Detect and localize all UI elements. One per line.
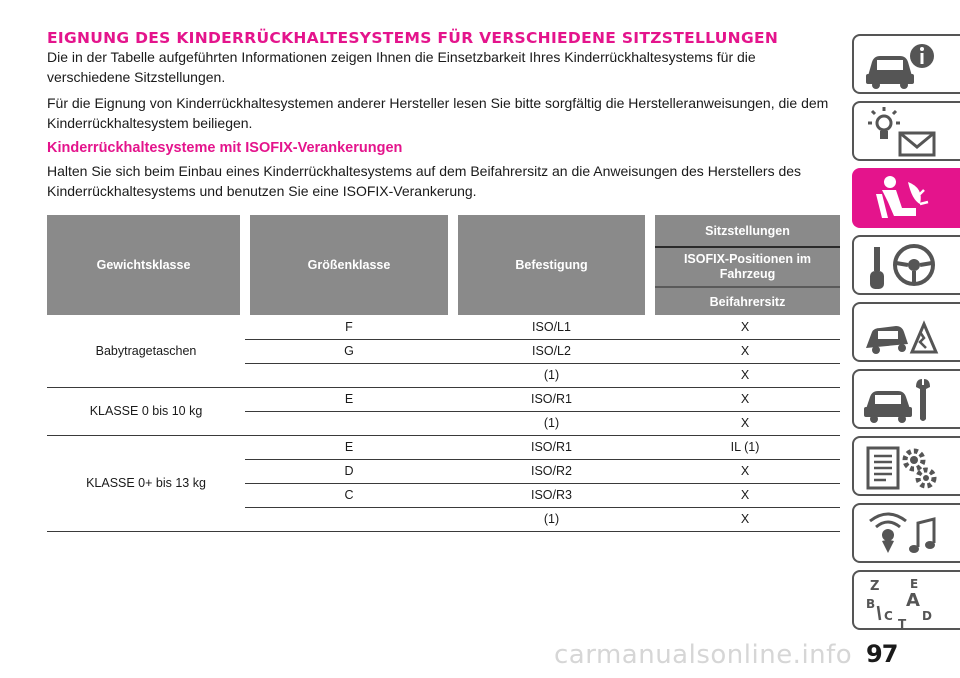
mounting-cell: (1): [453, 411, 650, 435]
header-seat-positions: Sitzstellungen: [650, 215, 840, 247]
index-letter: Z: [870, 579, 880, 594]
passenger-seat-cell: X: [650, 459, 840, 483]
chapter-tab-technical-data[interactable]: [852, 436, 960, 496]
index-letter: D: [922, 609, 932, 623]
technical-data-icon: [862, 442, 942, 494]
size-class-cell: C: [245, 483, 453, 507]
key-steering-wheel-icon: [862, 241, 942, 293]
chapter-tab-safety[interactable]: [852, 168, 960, 228]
manufacturer-note-paragraph: Für die Eignung von Kinderrückhaltesystemen anderer Hersteller lesen Sie bitte sorgfältig die Herstelleranweisungen, die dem Kinderrückhaltesystem beiliegen.: [47, 95, 829, 131]
passenger-seat-cell: X: [650, 387, 840, 411]
size-class-cell: G: [245, 339, 453, 363]
weight-class-cell: Babytragetaschen: [47, 315, 245, 387]
passenger-seat-cell: X: [650, 483, 840, 507]
chapter-tab-starting-driving[interactable]: [852, 235, 960, 295]
passenger-seat-cell: X: [650, 363, 840, 387]
header-weight-class: Gewichtsklasse: [47, 215, 245, 315]
mounting-cell: ISO/R1: [453, 435, 650, 459]
size-class-cell: D: [245, 459, 453, 483]
size-class-cell: [245, 363, 453, 387]
index-letter: E: [910, 577, 919, 591]
size-class-cell: E: [245, 387, 453, 411]
weight-class-cell: KLASSE 0 bis 10 kg: [47, 387, 245, 435]
header-mounting: Befestigung: [453, 215, 650, 315]
header-size-class: Größenklasse: [245, 215, 453, 315]
mounting-cell: ISO/R2: [453, 459, 650, 483]
airbag-seat-icon: [862, 174, 942, 226]
car-info-icon: [862, 40, 942, 92]
passenger-seat-cell: X: [650, 507, 840, 531]
car-accident-icon: [862, 308, 942, 360]
mounting-cell: ISO/L1: [453, 315, 650, 339]
chapter-tab-warning-lights[interactable]: [852, 101, 960, 161]
isofix-paragraph: Halten Sie sich beim Einbau eines Kinderrückhaltesystems auf dem Beifahrersitz an die Anweisungen des Herstellers des Kinderrückhaltesystems und benutzen Sie eine ISOFIX-Verankerung.: [47, 163, 802, 199]
chapter-tab-emergency[interactable]: [852, 302, 960, 362]
passenger-seat-cell: X: [650, 411, 840, 435]
index-letters-icon: [862, 576, 942, 628]
section-heading: EIGNUNG DES KINDERRÜCKHALTESYSTEMS FÜR VERSCHIEDENE SITZSTELLUNGEN: [47, 29, 779, 47]
index-letter: T: [898, 617, 907, 628]
index-letter: A: [906, 590, 920, 611]
mounting-cell: ISO/R3: [453, 483, 650, 507]
mounting-cell: ISO/R1: [453, 387, 650, 411]
size-class-cell: [245, 507, 453, 531]
header-isofix-positions: ISOFIX-Positionen im Fahrzeug: [650, 247, 840, 287]
chapter-tab-vehicle-info[interactable]: [852, 34, 960, 94]
mounting-cell: (1): [453, 507, 650, 531]
passenger-seat-cell: X: [650, 339, 840, 363]
isofix-suitability-table: [47, 215, 840, 532]
mounting-cell: (1): [453, 363, 650, 387]
size-class-cell: E: [245, 435, 453, 459]
mounting-cell: ISO/L2: [453, 339, 650, 363]
isofix-subheading: Kinderrückhaltesysteme mit ISOFIX-Verankerungen: [47, 140, 403, 156]
multimedia-icon: [862, 509, 942, 561]
table-row: [47, 387, 840, 411]
size-class-cell: [245, 411, 453, 435]
chapter-tab-multimedia[interactable]: [852, 503, 960, 563]
page-number: 97: [866, 640, 898, 668]
document-body: [47, 30, 840, 201]
passenger-seat-cell: IL (1): [650, 435, 840, 459]
car-service-wrench-icon: [862, 375, 942, 427]
table-row: [47, 315, 840, 339]
warning-lights-icon: [862, 107, 942, 159]
index-letter: C: [884, 609, 893, 623]
index-letter: B: [866, 597, 876, 611]
passenger-seat-cell: X: [650, 315, 840, 339]
table-row: [47, 435, 840, 459]
chapter-tab-maintenance[interactable]: [852, 369, 960, 429]
intro-paragraph: Die in der Tabelle aufgeführten Informationen zeigen Ihnen die Einsetzbarkeit Ihres Kinderrückhaltesystems für die verschiedene Sitzstellungen.: [47, 49, 756, 85]
chapter-tab-index[interactable]: [852, 570, 960, 630]
weight-class-cell: KLASSE 0+ bis 13 kg: [47, 435, 245, 531]
watermark: carmanualsonline.info: [554, 640, 853, 670]
header-passenger-seat: Beifahrersitz: [650, 287, 840, 315]
size-class-cell: F: [245, 315, 453, 339]
